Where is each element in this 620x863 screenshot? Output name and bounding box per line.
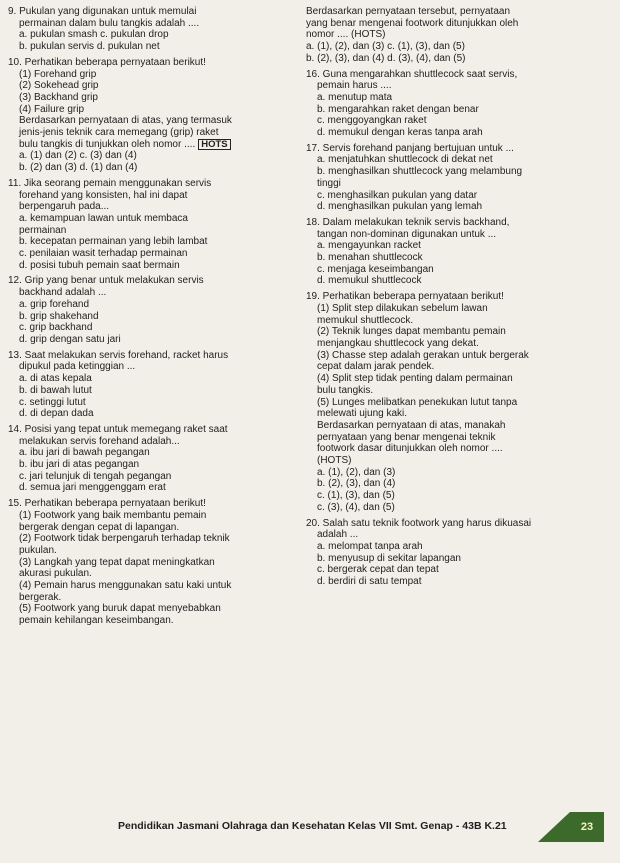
left-column-line: [8, 482, 300, 494]
right-column-line: [306, 264, 612, 276]
line-text: footwork dasar ditunjukkan oleh nomor ....: [317, 443, 503, 455]
left-column-line: [8, 275, 300, 287]
left-column-line: [8, 447, 300, 459]
left-column-line: [8, 178, 300, 190]
line-text: (2) Sokehead grip: [19, 80, 99, 92]
line-text: (HOTS): [317, 455, 352, 467]
hots-badge: HOTS: [198, 139, 230, 150]
line-text: (3) Langkah yang tepat dapat meningkatkan: [19, 556, 215, 568]
line-text: tinggi: [317, 177, 341, 189]
line-text: a. di atas kepala: [19, 373, 92, 385]
line-text: bulu tangkis di tunjukkan oleh nomor ....: [19, 138, 196, 150]
left-column-line: [8, 510, 300, 522]
line-text: (2) Teknik lunges dapat membantu pemain: [317, 326, 506, 338]
line-text: menjangkau shuttlecock yang dekat.: [317, 337, 479, 349]
line-text: tangan non-dominan digunakan untuk ...: [317, 228, 497, 240]
right-column-line: [306, 518, 612, 530]
line-text: a. kemampuan lawan untuk membaca: [19, 212, 188, 224]
left-column-line: [8, 127, 300, 139]
line-text: dipukul pada ketinggian ...: [19, 361, 136, 373]
right-column-line: [306, 564, 612, 576]
right-column-line: [306, 41, 612, 53]
line-text: (4) Pemain harus menggunakan satu kaki untuk: [19, 580, 232, 592]
left-column-line: [8, 545, 300, 557]
line-text: b. (2) dan (3) d. (1) dan (4): [19, 162, 138, 174]
right-column-line: [306, 104, 612, 116]
line-text: b. menghasilkan shuttlecock yang melambung: [317, 166, 523, 178]
right-column-line: [306, 326, 612, 338]
line-text: c. jari telunjuk di tengah pegangan: [19, 470, 172, 482]
line-text: 20. Salah satu teknik footwork yang harus dikuasai: [306, 517, 532, 529]
line-text: nomor .... (HOTS): [306, 29, 386, 41]
left-column-line: [8, 603, 300, 615]
right-column-line: [306, 576, 612, 588]
right-column-line: [306, 338, 612, 350]
line-text: bulu tangkis.: [317, 384, 374, 396]
line-text: d. semua jari menggenggam erat: [19, 482, 166, 494]
left-column-line: [8, 522, 300, 534]
left-column-line: [8, 236, 300, 248]
left-column-line: [8, 397, 300, 409]
right-column-line: [306, 350, 612, 362]
right-column-line: [306, 373, 612, 385]
line-text: a. grip forehand: [19, 298, 90, 310]
line-text: d. di depan dada: [19, 408, 94, 420]
left-column-line: [8, 322, 300, 334]
line-text: jenis-jenis teknik cara memegang (grip) raket: [19, 127, 219, 139]
line-text: c. (3), (4), dan (5): [317, 501, 395, 513]
line-text: akurasi pukulan.: [19, 568, 92, 580]
line-text: (1) Split step dilakukan sebelum lawan: [317, 302, 488, 314]
line-text: 15. Perhatikan beberapa pernyataan berikut!: [8, 498, 206, 510]
right-column-line: [306, 190, 612, 202]
line-text: d. posisi tubuh pemain saat bermain: [19, 259, 180, 271]
line-text: (4) Failure grip: [19, 103, 85, 115]
line-text: 17. Servis forehand panjang bertujuan untuk ...: [306, 142, 514, 154]
right-column-line: [306, 432, 612, 444]
left-column-line: [8, 29, 300, 41]
line-text: 9. Pukulan yang digunakan untuk memulai: [8, 6, 197, 17]
left-column-line: [8, 557, 300, 569]
page-corner-decoration: [538, 812, 570, 842]
line-text: c. setinggi lutut: [19, 396, 86, 408]
right-column-line: [306, 455, 612, 467]
line-text: 14. Posisi yang tepat untuk memegang raket saat: [8, 423, 228, 435]
line-text: pukulan.: [19, 544, 57, 556]
line-text: (1) Footwork yang baik membantu pemain: [19, 509, 207, 521]
footer-title: Pendidikan Jasmani Olahraga dan Kesehatan Kelas VII Smt. Genap - 43B K.21: [118, 820, 507, 832]
line-text: forehand yang konsisten, hal ini dapat: [19, 189, 188, 201]
line-text: 11. Jika seorang pemain menggunakan servis: [8, 177, 212, 189]
right-column-line: [306, 291, 612, 303]
line-text: (2) Footwork tidak berpengaruh terhadap teknik: [19, 533, 230, 545]
right-column-line: [306, 29, 612, 41]
line-text: permainan dalam bulu tangkis adalah ....: [19, 17, 200, 29]
line-text: a. (1), (2), dan (3) c. (1), (3), dan (5): [306, 41, 465, 53]
right-column-line: [306, 275, 612, 287]
line-text: a. menjatuhkan shuttlecock di dekat net: [317, 154, 493, 166]
left-column-line: [8, 350, 300, 362]
line-text: c. (1), (3), dan (5): [317, 490, 395, 502]
line-text: pernyataan yang benar mengenai teknik: [317, 431, 496, 443]
right-column-line: [306, 553, 612, 565]
left-column-line: [8, 41, 300, 53]
line-text: b. ibu jari di atas pegangan: [19, 459, 140, 471]
right-column-line: [306, 529, 612, 541]
line-text: 10. Perhatikan beberapa pernyataan berikut!: [8, 56, 206, 68]
line-text: melewati ujung kaki.: [317, 408, 408, 420]
line-text: a. melompat tanpa arah: [317, 540, 423, 552]
line-text: b. kecepatan permainan yang lebih lambat: [19, 236, 208, 248]
line-text: Berdasarkan pernyataan di atas, manakah: [317, 419, 506, 431]
right-column-line: [306, 541, 612, 553]
line-text: bergerak.: [19, 591, 62, 603]
line-text: berpengaruh pada...: [19, 201, 110, 213]
line-text: c. menggoyangkan raket: [317, 115, 427, 127]
left-column-line: [8, 459, 300, 471]
right-column-line: [306, 115, 612, 127]
line-text: b. (2), (3), dan (4) d. (3), (4), dan (5): [306, 52, 466, 64]
line-text: yang benar mengenai footwork ditunjukkan oleh: [306, 17, 519, 29]
line-text: c. menjaga keseimbangan: [317, 263, 434, 275]
left-column-line: [8, 201, 300, 213]
left-column-line: [8, 80, 300, 92]
right-column-line: [306, 502, 612, 514]
left-column-line: [8, 104, 300, 116]
left-column-line: [8, 311, 300, 323]
line-text: (1) Forehand grip: [19, 68, 97, 80]
line-text: cepat dalam jarak pendek.: [317, 361, 435, 373]
line-text: 16. Guna mengarahkan shuttlecock saat servis,: [306, 68, 518, 80]
left-column-line: [8, 299, 300, 311]
right-column-line: [306, 80, 612, 92]
left-column-line: [8, 190, 300, 202]
left-column-line: [8, 6, 300, 18]
line-text: b. grip shakehand: [19, 310, 99, 322]
line-text: b. pukulan servis d. pukulan net: [19, 41, 160, 53]
line-text: memukul shuttlecock.: [317, 314, 414, 326]
line-text: permainan: [19, 224, 67, 236]
right-column-line: [306, 69, 612, 81]
left-column-line: [8, 580, 300, 592]
left-column-line: [8, 225, 300, 237]
line-text: backhand adalah ...: [19, 287, 107, 299]
line-text: a. menutup mata: [317, 91, 393, 103]
line-text: 18. Dalam melakukan teknik servis backhand,: [306, 216, 510, 228]
right-column-line: [306, 361, 612, 373]
line-text: a. (1), (2), dan (3): [317, 466, 396, 478]
line-text: adalah ...: [317, 529, 359, 541]
line-text: b. menyusup di sekitar lapangan: [317, 552, 461, 564]
left-column-line: [8, 361, 300, 373]
line-text: bergerak dengan cepat di lapangan.: [19, 521, 180, 533]
line-text: d. menghasilkan pukulan yang lemah: [317, 201, 483, 213]
line-text: b. mengarahkan raket dengan benar: [317, 103, 479, 115]
left-column-line: [8, 568, 300, 580]
line-text: 19. Perhatikan beberapa pernyataan berikut!: [306, 291, 504, 303]
line-text: a. mengayunkan racket: [317, 240, 421, 252]
left-column-line: [8, 162, 300, 174]
right-column-line: [306, 166, 612, 178]
line-text: b. menahan shuttlecock: [317, 252, 423, 264]
left-column-line: [8, 436, 300, 448]
left-column-line: [8, 18, 300, 30]
line-text: c. menghasilkan pukulan yang datar: [317, 189, 478, 201]
left-column-line: [8, 615, 300, 627]
left-column-line: [8, 92, 300, 104]
right-column-line: [306, 385, 612, 397]
left-column-line: [8, 471, 300, 483]
line-text: pemain harus ....: [317, 80, 392, 92]
right-column-line: [306, 18, 612, 30]
line-text: 13. Saat melakukan servis forehand, racket harus: [8, 349, 229, 361]
line-text: a. pukulan smash c. pukulan drop: [19, 29, 169, 41]
left-column-line: [8, 424, 300, 436]
right-column-line: [306, 490, 612, 502]
right-column-line: [306, 303, 612, 315]
right-column-line: [306, 154, 612, 166]
right-column-line: [306, 229, 612, 241]
right-column-line: [306, 178, 612, 190]
right-column-line: [306, 252, 612, 264]
left-column-line: [8, 498, 300, 510]
line-text: (5) Lunges melibatkan penekukan lutut tanpa: [317, 396, 518, 408]
line-text: c. bergerak cepat dan tepat: [317, 564, 439, 576]
line-text: d. memukul shuttlecock: [317, 275, 422, 287]
right-column-line: [306, 217, 612, 229]
line-text: a. (1) dan (2) c. (3) dan (4): [19, 150, 137, 162]
right-column-line: [306, 478, 612, 490]
left-column-line: [8, 334, 300, 346]
right-column-line: [306, 408, 612, 420]
line-text: d. grip dengan satu jari: [19, 333, 121, 345]
left-column-line: [8, 592, 300, 604]
right-column-line: [306, 92, 612, 104]
line-text: (4) Split step tidak penting dalam permainan: [317, 373, 513, 385]
line-text: Berdasarkan pernyataan di atas, yang termasuk: [19, 115, 232, 127]
left-column-line: [8, 57, 300, 69]
line-text: pemain kehilangan keseimbangan.: [19, 615, 174, 627]
page-number: 23: [570, 812, 604, 842]
right-column-line: [306, 6, 612, 18]
line-text: (3) Chasse step adalah gerakan untuk bergerak: [317, 349, 529, 361]
left-column-line: [8, 260, 300, 272]
line-text: (5) Footwork yang buruk dapat menyebabkan: [19, 603, 221, 615]
left-column-line: [8, 373, 300, 385]
left-column-line: [8, 213, 300, 225]
line-text: b. (2), (3), dan (4): [317, 478, 396, 490]
left-column: [8, 6, 300, 627]
right-column: [306, 6, 612, 588]
left-column-line: [8, 287, 300, 299]
line-text: d. memukul dengan keras tanpa arah: [317, 127, 483, 139]
left-column-line: [8, 408, 300, 420]
right-column-line: [306, 420, 612, 432]
line-text: 12. Grip yang benar untuk melakukan servis: [8, 275, 204, 287]
right-column-line: [306, 127, 612, 139]
right-column-line: [306, 240, 612, 252]
line-text: d. berdiri di satu tempat: [317, 576, 422, 588]
right-column-line: [306, 443, 612, 455]
right-column-line: [306, 397, 612, 409]
right-column-line: [306, 315, 612, 327]
left-column-line: [8, 115, 300, 127]
right-column-line: [306, 143, 612, 155]
line-text: Berdasarkan pernyataan tersebut, pernyataan: [306, 6, 511, 17]
line-text: melakukan servis forehand adalah...: [19, 435, 180, 447]
left-column-line: [8, 533, 300, 545]
line-text: c. grip backhand: [19, 322, 93, 334]
right-column-line: [306, 201, 612, 213]
left-column-line: [8, 150, 300, 162]
right-column-line: [306, 467, 612, 479]
line-text: a. ibu jari di bawah pegangan: [19, 447, 150, 459]
left-column-line: [8, 385, 300, 397]
line-text: (3) Backhand grip: [19, 91, 98, 103]
line-text: c. penilaian wasit terhadap permainan: [19, 248, 188, 260]
line-text: b. di bawah lutut: [19, 384, 92, 396]
right-column-line: [306, 53, 612, 65]
left-column-line: [8, 69, 300, 81]
left-column-line: [8, 248, 300, 260]
left-column-line: [8, 139, 300, 151]
